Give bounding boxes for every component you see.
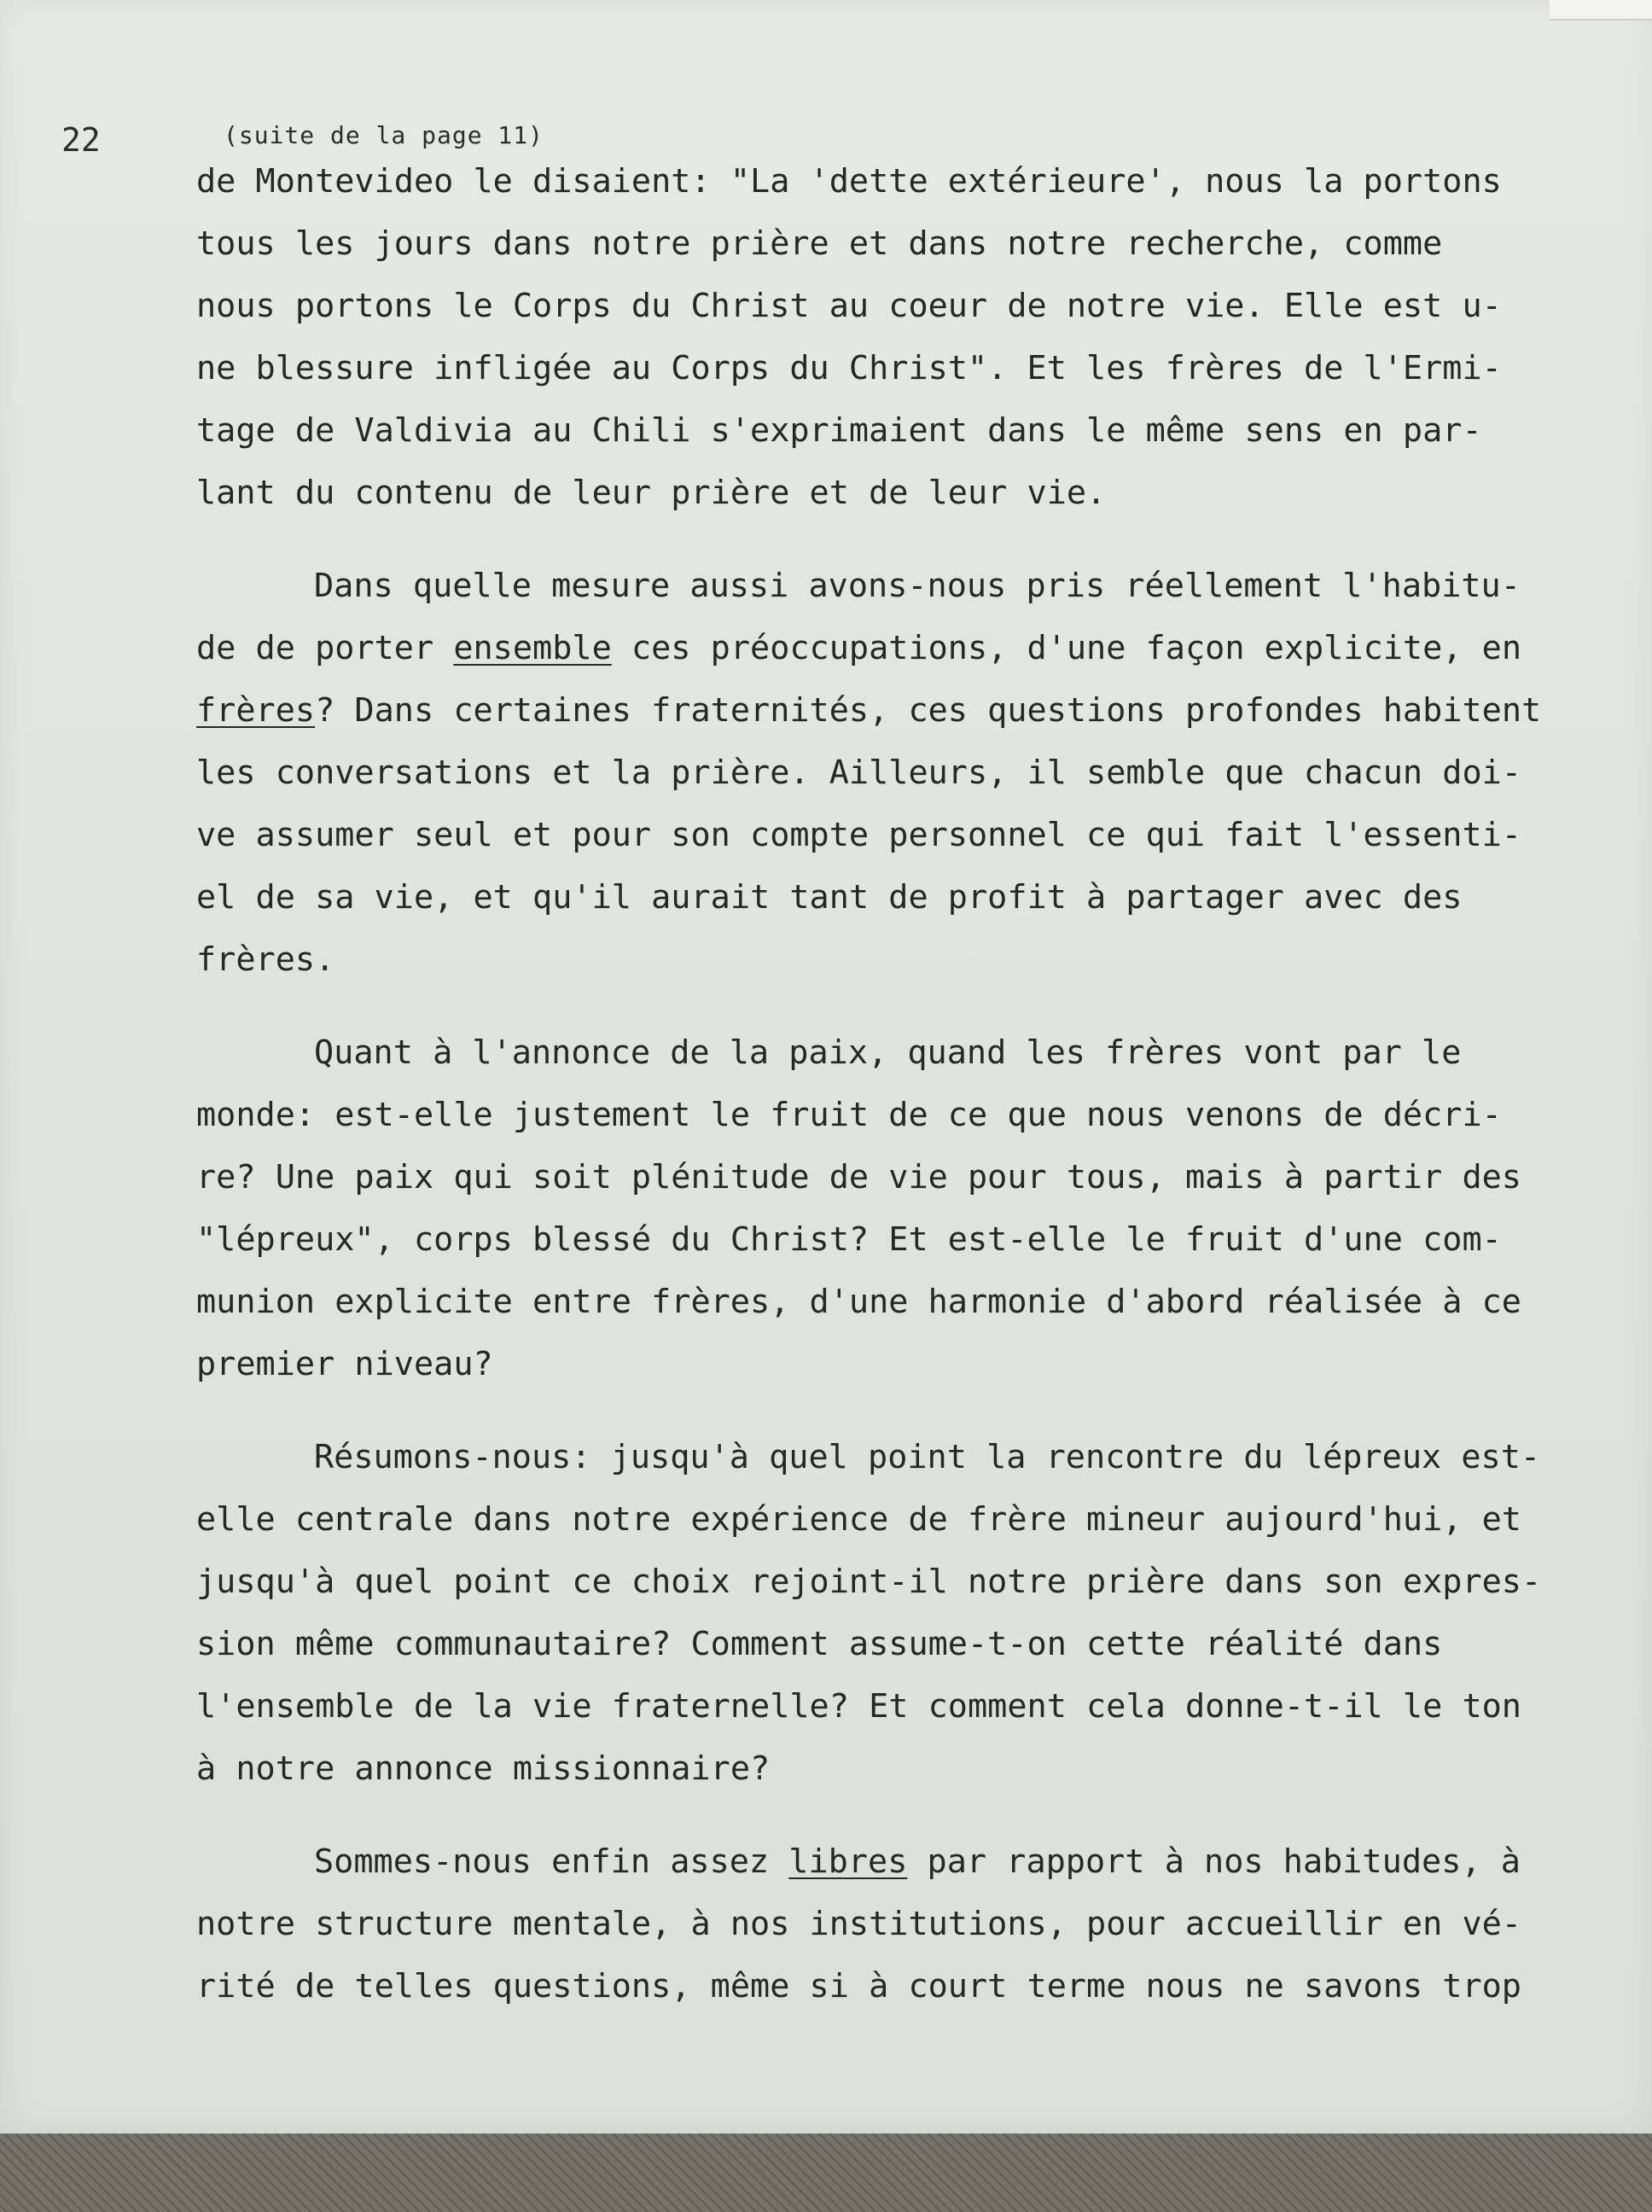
paragraph-2	[196, 555, 1613, 991]
text-segment: de de porter	[196, 629, 454, 667]
text-line: jusqu'à quel point ce choix rejoint-il notre prière dans son expres-	[196, 1563, 1542, 1601]
text-line: sion même communautaire? Comment assume-t-on cette réalité dans	[196, 1625, 1443, 1663]
continuation-note: (suite de la page 11)	[224, 121, 544, 149]
paragraph-3	[196, 1022, 1613, 1395]
paragraph-1	[196, 150, 1613, 524]
text-line: ve assumer seul et pour son compte personnel ce qui fait l'essenti-	[196, 816, 1521, 854]
background-surface	[0, 2133, 1652, 2212]
text-segment: ces préoccupations, d'une façon explicite, en	[611, 629, 1521, 667]
text-line: les conversations et la prière. Ailleurs, il semble que chacun doi-	[196, 754, 1521, 792]
text-line: lant du contenu de leur prière et de leur vie.	[196, 474, 1107, 512]
text-line	[196, 617, 1613, 679]
paragraph-4	[196, 1426, 1613, 1800]
text-line: à notre annonce missionnaire?	[196, 1749, 771, 1788]
paragraph-5	[196, 1831, 1613, 2017]
text-segment: Sommes-nous enfin assez	[314, 1842, 789, 1881]
text-line: tage de Valdivia au Chili s'exprimaient dans le même sens en par-	[196, 411, 1482, 450]
text-line: premier niveau?	[196, 1345, 493, 1383]
underlined-word: libres	[788, 1842, 908, 1881]
text-line: elle centrale dans notre expérience de frère mineur aujourd'hui, et	[196, 1500, 1521, 1539]
text-segment: par rapport à nos habitudes, à	[907, 1842, 1521, 1881]
text-line	[196, 679, 1613, 742]
text-line: l'ensemble de la vie fraternelle? Et comment cela donne-t-il le ton	[196, 1687, 1521, 1726]
text-line: munion explicite entre frères, d'une harmonie d'abord réalisée à ce	[196, 1283, 1521, 1321]
text-line: de Montevideo le disaient: "La 'dette extérieure', nous la portons	[196, 162, 1502, 201]
text-line: Quant à l'annonce de la paix, quand les frères vont par le	[314, 1033, 1462, 1072]
page-number: 22	[61, 121, 101, 159]
text-line: "lépreux", corps blessé du Christ? Et est-elle le fruit d'une com-	[196, 1220, 1502, 1259]
underlined-word: frères	[196, 691, 316, 730]
text-line: re? Une paix qui soit plénitude de vie pour tous, mais à partir des	[196, 1158, 1521, 1196]
text-line: nous portons le Corps du Christ au coeur de notre vie. Elle est u-	[196, 287, 1502, 325]
body-text	[196, 150, 1613, 2017]
text-line: ne blessure infligée au Corps du Christ". Et les frères de l'Ermi-	[196, 349, 1502, 387]
text-line: monde: est-elle justement le fruit de ce que nous venons de décri-	[196, 1096, 1502, 1134]
text-line: Dans quelle mesure aussi avons-nous pris réellement l'habitu-	[314, 567, 1521, 605]
text-line: frères.	[196, 940, 335, 979]
text-line: tous les jours dans notre prière et dans notre recherche, comme	[196, 224, 1443, 263]
text-segment: ? Dans certaines fraternités, ces questions profondes habitent	[315, 691, 1542, 730]
page-corner-fold	[1550, 0, 1652, 20]
underlined-word: ensemble	[453, 629, 612, 667]
text-line: el de sa vie, et qu'il aurait tant de profit à partager avec des	[196, 878, 1463, 917]
text-line: notre structure mentale, à nos institutions, pour accueillir en vé-	[196, 1905, 1521, 1943]
text-line: Résumons-nous: jusqu'à quel point la rencontre du lépreux est-	[314, 1438, 1541, 1476]
text-line	[196, 1831, 1613, 1893]
text-line: rité de telles questions, même si à court terme nous ne savons trop	[196, 1967, 1521, 2005]
